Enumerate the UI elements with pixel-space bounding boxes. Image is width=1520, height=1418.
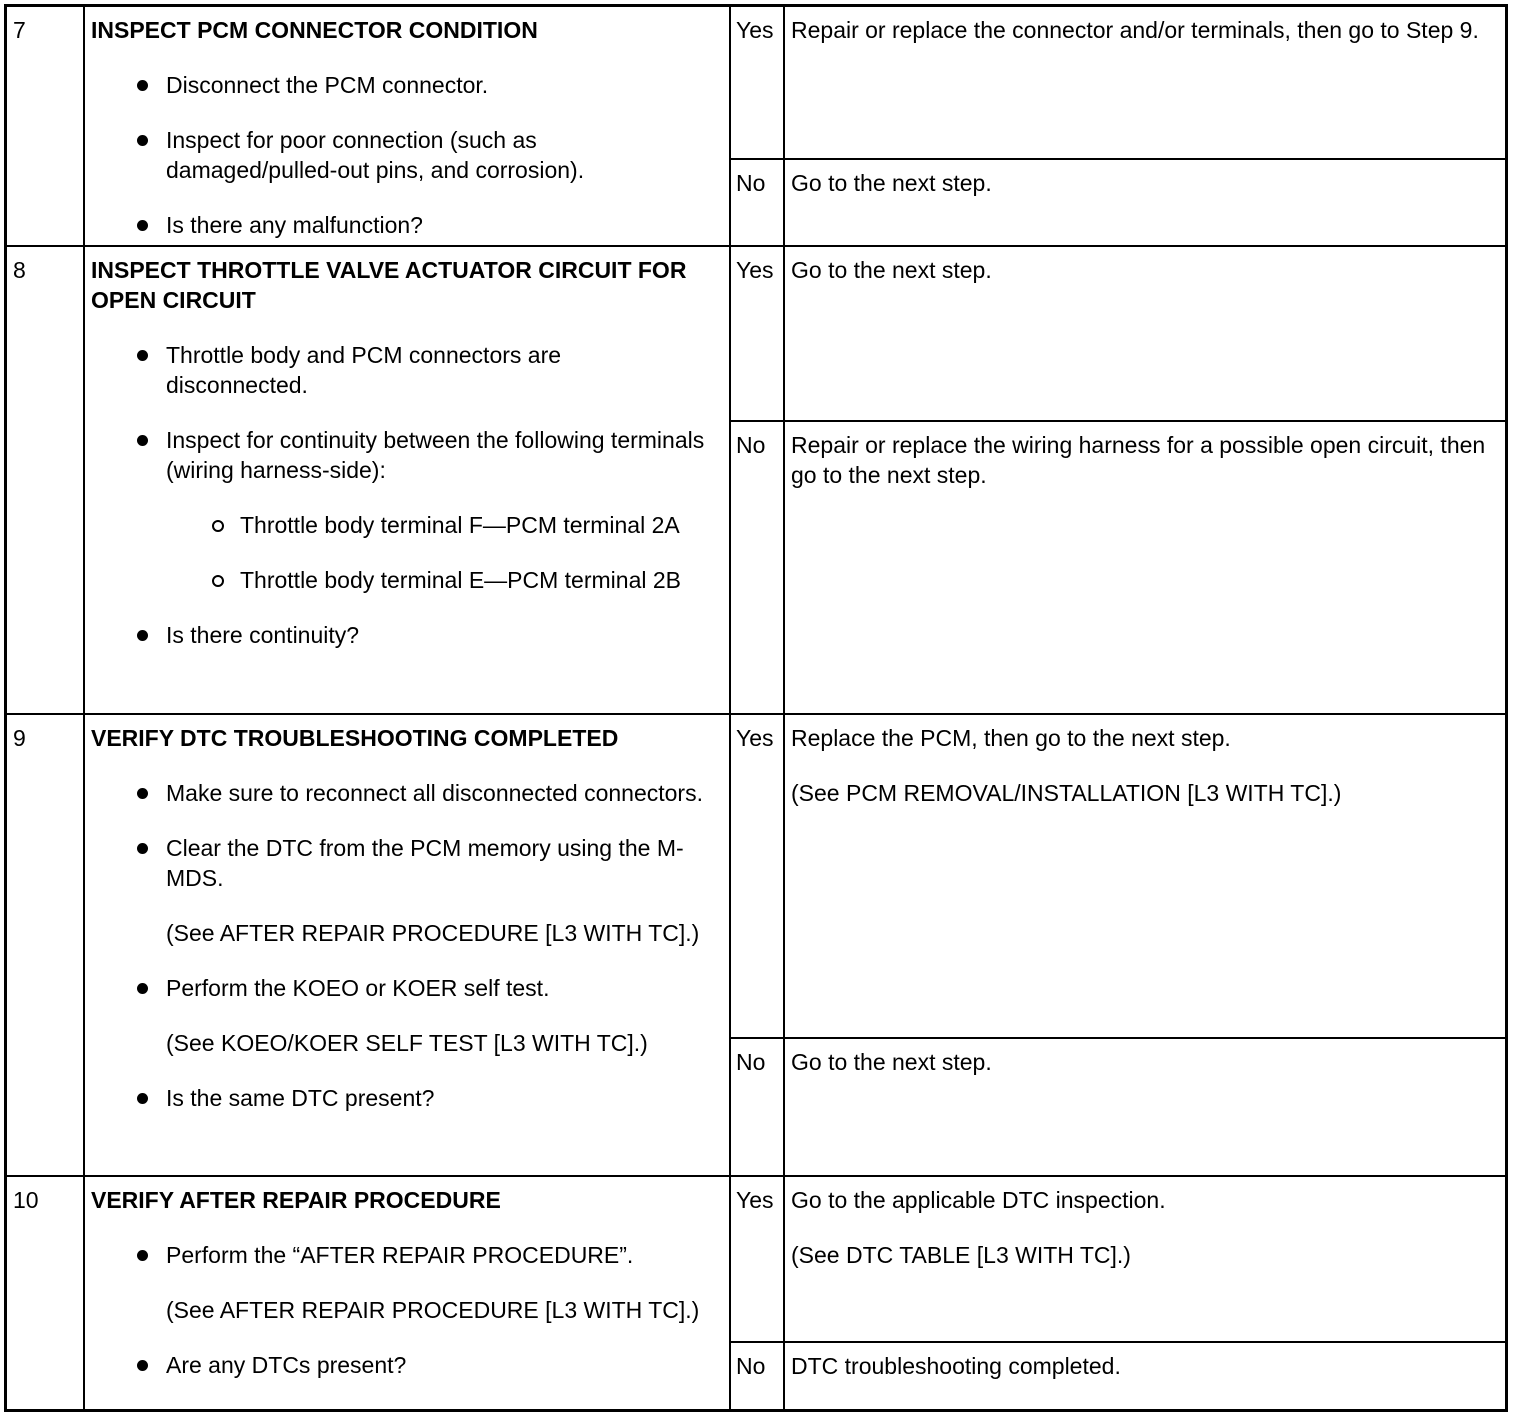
yes-cell [731,247,1508,420]
no-cell [731,420,1508,715]
no-label: No [731,422,785,715]
bullet-item: Make sure to reconnect all disconnected connectors. [91,778,709,808]
result-text [785,1177,1508,1270]
result-reference: (See PCM REMOVAL/INSTALLATION [L3 WITH TC].) [791,780,1342,806]
step-row [7,1175,1505,1409]
step-title: INSPECT THROTTLE VALVE ACTUATOR CIRCUIT FOR OPEN CIRCUIT [91,257,687,313]
bullet-item: Throttle body and PCM connectors are disconnected. [91,340,709,400]
step-action [85,7,731,245]
no-cell [731,158,1508,245]
troubleshooting-table [4,4,1508,1412]
yes-cell [731,1177,1508,1341]
step-row [7,713,1505,1175]
no-label: No [731,160,785,245]
result-line: Go to the next step. [791,257,992,283]
result-text [785,160,1508,198]
yes-label: Yes [731,1177,785,1341]
no-label: No [731,1039,785,1177]
result-line: Go to the next step. [791,1049,992,1075]
bullet-item: Are any DTCs present? [91,1350,709,1380]
step-number: 7 [7,7,85,245]
step-action [85,715,731,1175]
no-label: No [731,1343,785,1411]
step-number: 9 [7,715,85,1175]
bullet-item: Disconnect the PCM connector. [91,70,709,100]
step-action [85,247,731,713]
yes-cell [731,7,1508,158]
bullet-item: Is the same DTC present? [91,1083,709,1113]
reference-note: (See AFTER REPAIR PROCEDURE [L3 WITH TC].) [166,920,700,946]
bullet-item: Inspect for continuity between the following terminals (wiring harness-side): [91,425,709,485]
result-text [785,7,1508,45]
result-line: Go to the next step. [791,170,992,196]
step-title: VERIFY DTC TROUBLESHOOTING COMPLETED [91,725,619,751]
result-line: Repair or replace the connector and/or terminals, then go to Step 9. [791,17,1479,43]
step-title: INSPECT PCM CONNECTOR CONDITION [91,17,538,43]
step-row [7,7,1505,245]
result-reference: (See DTC TABLE [L3 WITH TC].) [791,1242,1131,1268]
step-number: 10 [7,1177,85,1409]
step-action [85,1177,731,1409]
bullet-item: Is there continuity? [91,620,709,650]
no-cell [731,1037,1508,1177]
bullet-item: Perform the KOEO or KOER self test. [91,973,709,1003]
result-line: Replace the PCM, then go to the next step. [791,725,1231,751]
reference-note: (See AFTER REPAIR PROCEDURE [L3 WITH TC].) [166,1297,700,1323]
bullet-item: Clear the DTC from the PCM memory using the M-MDS. [91,833,709,893]
yes-label: Yes [731,247,785,420]
yes-cell [731,715,1508,1037]
result-text [785,247,1508,285]
result-line: Repair or replace the wiring harness for a possible open circuit, then go to the next step. [791,432,1486,488]
result-line: DTC troubleshooting completed. [791,1353,1121,1379]
yes-label: Yes [731,7,785,158]
bullet-item: Perform the “AFTER REPAIR PROCEDURE”. [91,1240,709,1270]
bullet-item: Is there any malfunction? [91,210,709,240]
step-row [7,245,1505,713]
reference-note: (See KOEO/KOER SELF TEST [L3 WITH TC].) [166,1030,648,1056]
sub-bullet-item: Throttle body terminal E—PCM terminal 2B [91,565,709,595]
no-cell [731,1341,1508,1411]
result-text [785,422,1508,490]
result-text [785,1343,1508,1381]
result-text [785,1039,1508,1077]
sub-bullet-item: Throttle body terminal F—PCM terminal 2A [91,510,709,540]
step-number: 8 [7,247,85,713]
bullet-item: Inspect for poor connection (such as damaged/pulled-out pins, and corrosion). [91,125,709,185]
result-line: Go to the applicable DTC inspection. [791,1187,1166,1213]
step-title: VERIFY AFTER REPAIR PROCEDURE [91,1187,501,1213]
yes-label: Yes [731,715,785,1037]
result-text [785,715,1508,808]
